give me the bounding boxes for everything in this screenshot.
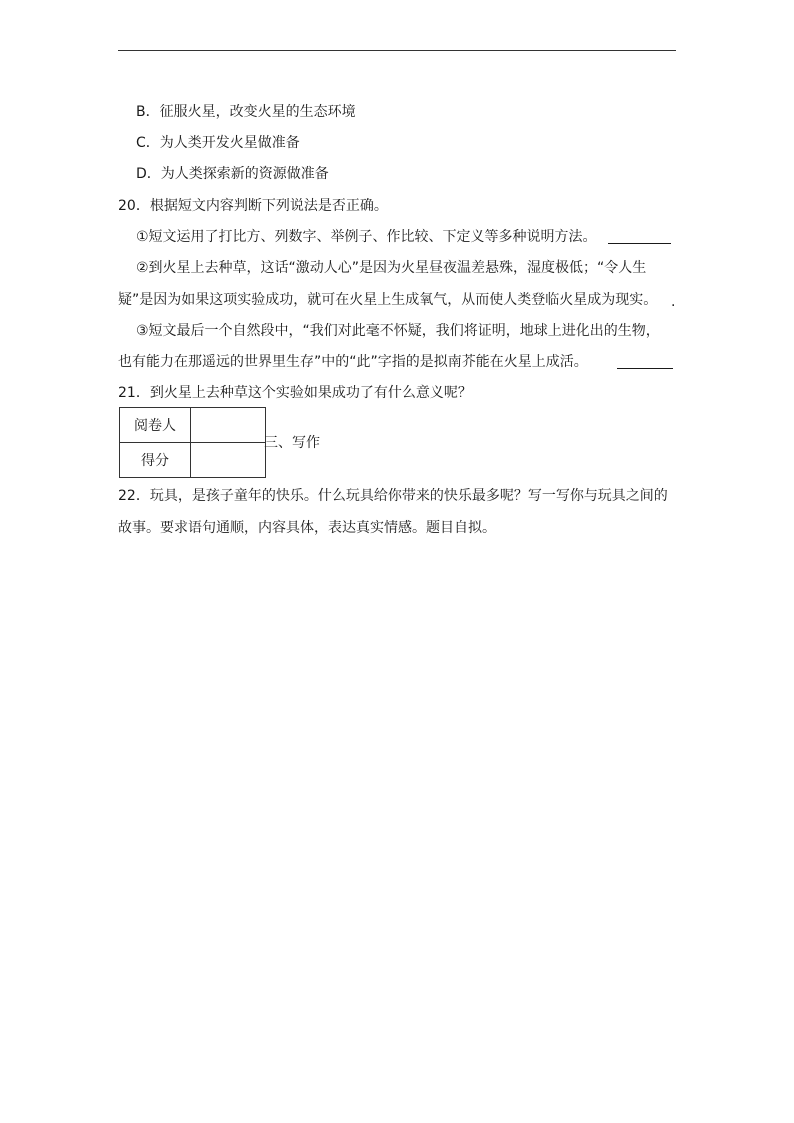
grader-label: 阅卷人 [120, 408, 191, 443]
question-20-item-3-line-2: 也有能力在那遥远的世界里生存”中的“此”字指的是拟南芥能在火星上成活。 [118, 354, 588, 370]
score-table [119, 407, 266, 478]
question-20-prompt: 20．根据短文内容判断下列说法是否正确。 [118, 198, 388, 214]
question-20-item-1 [136, 227, 597, 247]
header-rule [118, 50, 676, 51]
score-label: 得分 [120, 443, 191, 478]
score-input[interactable] [191, 443, 266, 478]
option-c: C．为人类开发火星做准备 [136, 135, 300, 151]
answer-blank-2-mark[interactable]: . [671, 294, 676, 310]
answer-blank-1[interactable] [608, 229, 671, 244]
question-20-item-3-line-1: ③短文最后一个自然段中，“我们对此毫不怀疑，我们将证明，地球上进化出的生物， [136, 323, 660, 339]
option-b: B．征服火星，改变火星的生态环境 [136, 104, 356, 120]
grader-input[interactable] [191, 408, 266, 443]
question-21-prompt: 21．到火星上去种草这个实验如果成功了有什么意义呢？ [118, 385, 472, 401]
question-22-line-1: 22．玩具，是孩子童年的快乐。什么玩具给你带来的快乐最多呢？写一写你与玩具之间的 [118, 488, 668, 504]
question-20-item-1-text: ①短文运用了打比方、列数字、举例子、作比较、下定义等多种说明方法。 [136, 229, 597, 245]
section-title-writing: 三、写作 [264, 435, 320, 451]
answer-blank-3[interactable] [617, 354, 673, 369]
question-22-line-2: 故事。要求语句通顺，内容具体，表达真实情感。题目自拟。 [118, 520, 496, 536]
option-d: D．为人类探索新的资源做准备 [136, 166, 329, 182]
score-table-row [120, 408, 266, 443]
score-table-row [120, 443, 266, 478]
question-20-item-2-line-2: 疑”是因为如果这项实验成功，就可在火星上生成氧气，从而使人类登临火星成为现实。 [118, 292, 658, 308]
question-20-item-2-line-1: ②到火星上去种草，这话“激动人心”是因为火星昼夜温差悬殊，湿度极低；“令人生 [136, 260, 647, 276]
